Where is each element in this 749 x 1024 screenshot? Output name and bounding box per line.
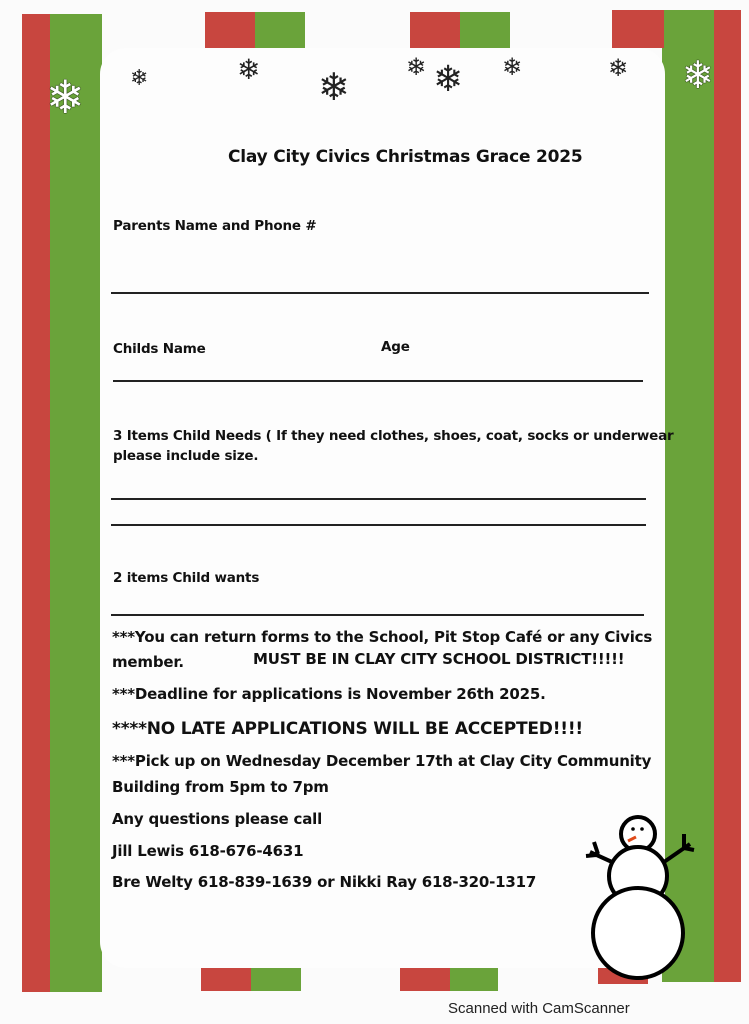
top-block-green-1 (255, 12, 305, 50)
snowman-icon (584, 812, 699, 982)
bottom-block-green-1 (251, 965, 301, 991)
snowflake-icon: ❄ (46, 70, 85, 124)
right-red-stripe (714, 10, 741, 982)
snowflake-icon: ❄ (406, 53, 427, 81)
top-block-red-3 (612, 10, 664, 48)
district-note: MUST BE IN CLAY CITY SCHOOL DISTRICT!!!!! (253, 650, 625, 668)
deadline-note: ***Deadline for applications is November 26th 2025. (112, 685, 546, 703)
camscanner-watermark: Scanned with CamScanner (448, 1000, 630, 1017)
needs-label-line2: please include size. (113, 448, 259, 464)
top-block-green-2 (460, 12, 510, 50)
left-green-stripe (50, 14, 102, 992)
top-block-red-1 (205, 12, 255, 50)
questions-note: Any questions please call (112, 810, 323, 828)
snowflake-icon: ❄ (502, 53, 523, 81)
childs-name-line[interactable] (113, 380, 643, 382)
parents-name-label: Parents Name and Phone # (113, 218, 317, 234)
page-inner-area (100, 48, 665, 968)
left-red-stripe (22, 14, 52, 992)
bottom-block-red-2 (400, 965, 450, 991)
form-title: Clay City Civics Christmas Grace 2025 (228, 147, 583, 167)
needs-label-line1: 3 Items Child Needs ( If they need clothes, shoes, coat, socks or underwear (113, 428, 674, 444)
age-label: Age (381, 339, 410, 355)
contact-jill: Jill Lewis 618-676-4631 (112, 842, 304, 860)
wants-line[interactable] (111, 614, 644, 616)
return-note-line2a: member. (112, 653, 184, 671)
snowflake-icon: ❄ (237, 53, 261, 86)
bottom-block-red-1 (201, 965, 251, 991)
snowflake-icon: ❄ (433, 59, 464, 100)
pickup-note-line2: Building from 5pm to 7pm (112, 778, 329, 796)
snowflake-icon: ❄ (130, 66, 149, 91)
snowflake-icon: ❄ (682, 53, 714, 97)
top-block-red-2 (410, 12, 460, 50)
parents-name-line[interactable] (111, 292, 649, 294)
snowflake-icon: ❄ (608, 54, 629, 82)
return-note-line1: ***You can return forms to the School, Pit Stop Café or any Civics (112, 628, 653, 646)
pickup-note-line1: ***Pick up on Wednesday December 17th at Clay City Community (112, 752, 652, 770)
bottom-block-green-2 (450, 965, 498, 991)
needs-line-1[interactable] (111, 498, 646, 500)
childs-name-label: Childs Name (113, 341, 206, 357)
wants-label: 2 items Child wants (113, 570, 260, 586)
no-late-note: ****NO LATE APPLICATIONS WILL BE ACCEPTED!!!! (112, 719, 583, 739)
snowflake-icon: ❄ (318, 65, 350, 109)
needs-line-2[interactable] (111, 524, 646, 526)
contact-bre-nikki: Bre Welty 618-839-1639 or Nikki Ray 618-320-1317 (112, 873, 537, 891)
